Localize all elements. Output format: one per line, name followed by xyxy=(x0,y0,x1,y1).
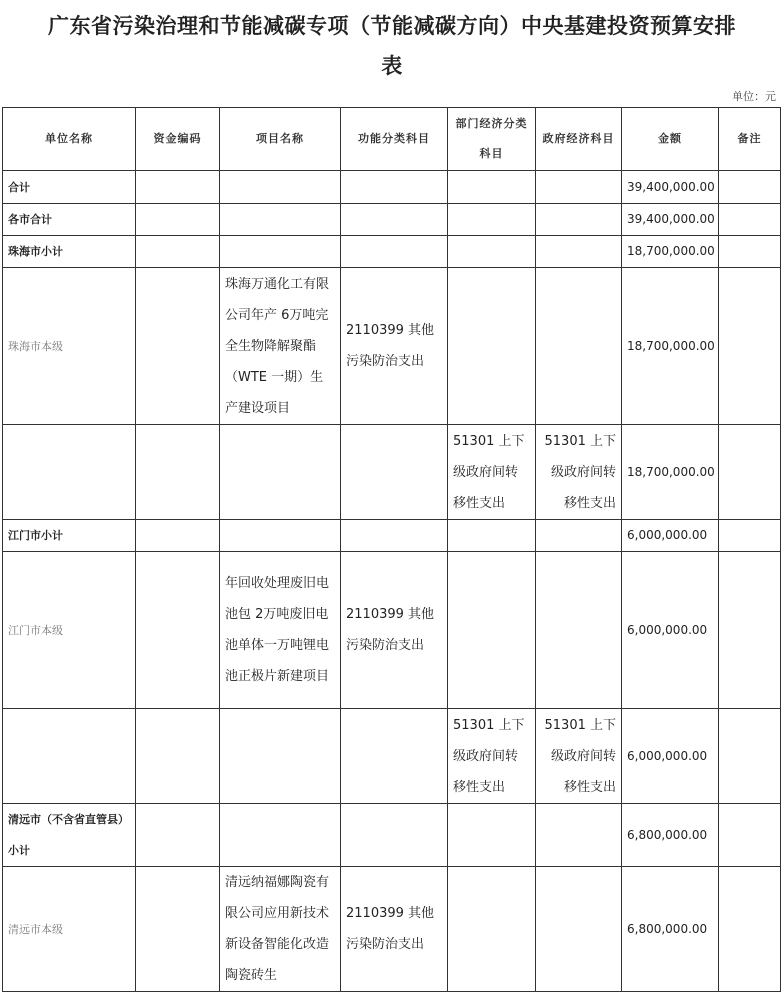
cell-gov xyxy=(536,867,622,992)
cell-func xyxy=(341,804,448,867)
header-project-name: 项目名称 xyxy=(220,108,341,171)
cell-remark xyxy=(719,552,781,709)
cell-remark xyxy=(719,709,781,804)
table-row xyxy=(3,236,781,268)
header-row xyxy=(3,108,781,171)
cell-dept: 51301 上下级政府间转移性支出 xyxy=(448,709,536,804)
cell-gov xyxy=(536,204,622,236)
header-func-class: 功能分类科目 xyxy=(341,108,448,171)
cell-project xyxy=(220,425,341,520)
cell-fund-code xyxy=(136,236,220,268)
cell-gov xyxy=(536,804,622,867)
cell-gov xyxy=(536,552,622,709)
cell-project: 清远纳福娜陶瓷有限公司应用新技术新设备智能化改造陶瓷砖生 xyxy=(220,867,341,992)
table-row xyxy=(3,709,781,804)
cell-fund-code xyxy=(136,425,220,520)
cell-func xyxy=(341,171,448,204)
cell-dept: 51301 上下级政府间转移性支出 xyxy=(448,425,536,520)
cell-func xyxy=(341,236,448,268)
header-amount: 金额 xyxy=(622,108,719,171)
cell-unit: 清远市本级 xyxy=(3,867,136,992)
cell-func xyxy=(341,709,448,804)
cell-amount: 18,700,000.00 xyxy=(622,268,719,425)
cell-dept xyxy=(448,236,536,268)
cell-func xyxy=(341,204,448,236)
cell-project xyxy=(220,709,341,804)
cell-unit: 珠海市本级 xyxy=(3,268,136,425)
cell-remark xyxy=(719,425,781,520)
cell-gov xyxy=(536,171,622,204)
cell-fund-code xyxy=(136,171,220,204)
unit-label: 单位：元 xyxy=(732,90,776,103)
cell-dept xyxy=(448,804,536,867)
cell-fund-code xyxy=(136,867,220,992)
cell-func: 2110399 其他污染防治支出 xyxy=(341,867,448,992)
cell-unit: 合计 xyxy=(3,171,136,204)
table-row xyxy=(3,804,781,867)
cell-dept xyxy=(448,268,536,425)
cell-remark xyxy=(719,867,781,992)
cell-gov: 51301 上下级政府间转移性支出 xyxy=(536,425,622,520)
cell-fund-code xyxy=(136,709,220,804)
cell-project xyxy=(220,204,341,236)
cell-dept xyxy=(448,171,536,204)
cell-gov xyxy=(536,236,622,268)
cell-func: 2110399 其他污染防治支出 xyxy=(341,552,448,709)
cell-amount: 6,000,000.00 xyxy=(622,709,719,804)
cell-func xyxy=(341,520,448,552)
cell-dept xyxy=(448,552,536,709)
table-row xyxy=(3,268,781,425)
cell-gov xyxy=(536,520,622,552)
cell-amount: 39,400,000.00 xyxy=(622,171,719,204)
cell-dept xyxy=(448,520,536,552)
cell-unit: 珠海市小计 xyxy=(3,236,136,268)
cell-unit: 江门市小计 xyxy=(3,520,136,552)
cell-func: 2110399 其他污染防治支出 xyxy=(341,268,448,425)
cell-unit: 江门市本级 xyxy=(3,552,136,709)
title-line-1: 广东省污染治理和节能减碳专项（节能减碳方向）中央基建投资预算安排 xyxy=(48,14,736,38)
table-row xyxy=(3,552,781,709)
budget-table xyxy=(2,107,781,992)
cell-unit: 清远市（不含省直管县）小计 xyxy=(3,804,136,867)
cell-amount: 18,700,000.00 xyxy=(622,236,719,268)
cell-remark xyxy=(719,236,781,268)
table-row xyxy=(3,204,781,236)
cell-unit: 各市合计 xyxy=(3,204,136,236)
cell-remark xyxy=(719,204,781,236)
cell-amount: 6,800,000.00 xyxy=(622,804,719,867)
cell-remark xyxy=(719,804,781,867)
cell-amount: 6,800,000.00 xyxy=(622,867,719,992)
cell-amount: 6,000,000.00 xyxy=(622,552,719,709)
cell-dept xyxy=(448,204,536,236)
cell-remark xyxy=(719,268,781,425)
cell-unit xyxy=(3,425,136,520)
cell-project xyxy=(220,520,341,552)
table-row xyxy=(3,425,781,520)
cell-fund-code xyxy=(136,204,220,236)
cell-fund-code xyxy=(136,520,220,552)
cell-project xyxy=(220,171,341,204)
header-unit-name: 单位名称 xyxy=(3,108,136,171)
cell-fund-code xyxy=(136,804,220,867)
cell-gov xyxy=(536,268,622,425)
cell-project xyxy=(220,804,341,867)
header-remark: 备注 xyxy=(719,108,781,171)
cell-amount: 18,700,000.00 xyxy=(622,425,719,520)
header-fund-code: 资金编码 xyxy=(136,108,220,171)
cell-project: 珠海万通化工有限公司年产 6万吨完全生物降解聚酯（WTE 一期）生产建设项目 xyxy=(220,268,341,425)
table-row xyxy=(3,867,781,992)
title-line-2: 表 xyxy=(381,54,403,78)
table-row xyxy=(3,520,781,552)
cell-project: 年回收处理废旧电池包 2万吨废旧电池单体一万吨锂电池正极片新建项目 xyxy=(220,552,341,709)
cell-unit xyxy=(3,709,136,804)
cell-fund-code xyxy=(136,552,220,709)
cell-remark xyxy=(719,171,781,204)
cell-remark xyxy=(719,520,781,552)
cell-project xyxy=(220,236,341,268)
cell-func xyxy=(341,425,448,520)
cell-fund-code xyxy=(136,268,220,425)
cell-amount: 6,000,000.00 xyxy=(622,520,719,552)
cell-amount: 39,400,000.00 xyxy=(622,204,719,236)
table-row xyxy=(3,171,781,204)
header-gov-econ: 政府经济科目 xyxy=(536,108,622,171)
header-dept-econ: 部门经济分类科目 xyxy=(448,108,536,171)
cell-dept xyxy=(448,867,536,992)
page-title xyxy=(0,6,784,86)
cell-gov: 51301 上下级政府间转移性支出 xyxy=(536,709,622,804)
